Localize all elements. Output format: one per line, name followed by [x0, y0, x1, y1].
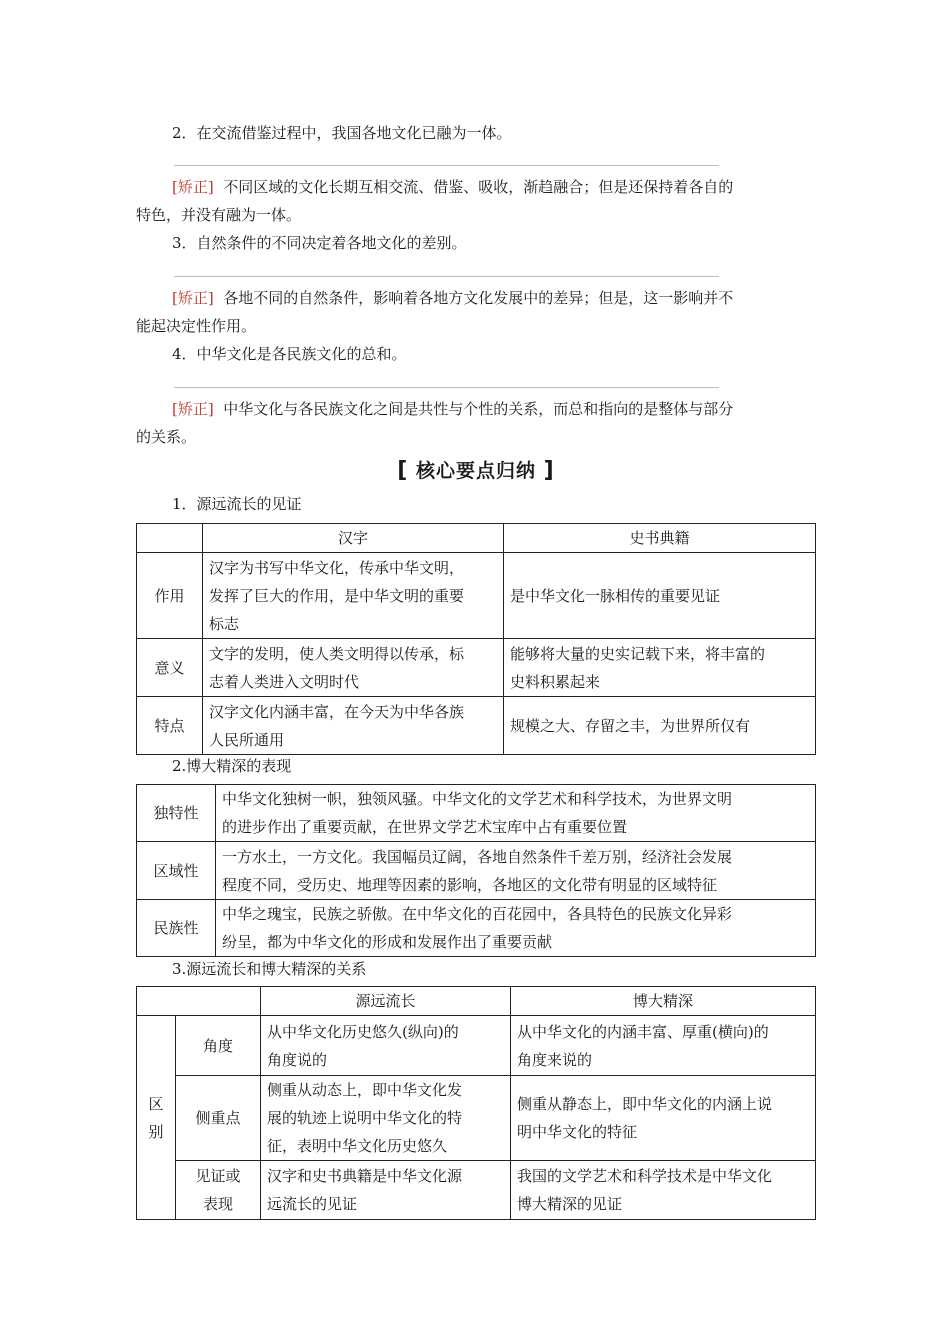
section-heading: [136, 456, 816, 486]
table-cell: [216, 842, 816, 900]
correction-text: 的关系。: [136, 428, 197, 446]
cell-line: 角度来说的: [517, 1050, 593, 1069]
table-cell: 规模之大、存留之丰，为世界所仅有: [504, 697, 816, 755]
question-number: 2．: [172, 124, 197, 142]
table-cell: [203, 553, 504, 639]
cell-line: 从中华文化历史悠久(纵向)的: [267, 1022, 459, 1041]
correction-text: 中华文化与各民族文化之间是共性与个性的关系，而总和指向的是整体与部分: [223, 400, 734, 418]
row-label: 区域性: [137, 842, 216, 900]
group-label-char: 别: [148, 1122, 164, 1141]
question-number: 4．: [172, 345, 197, 363]
bracket-left: [: [397, 458, 409, 483]
row-label: 角度: [176, 1016, 261, 1076]
correction-3: [136, 284, 852, 312]
cell-line: 人民所通用: [209, 730, 285, 749]
cell-line: 见证或: [195, 1167, 241, 1185]
table-source-evidence: [136, 523, 816, 755]
table-cell: [216, 785, 816, 842]
cell-line: 发挥了巨大的作用，是中华文明的重要: [209, 586, 465, 605]
cell-line: 博大精深的见证: [517, 1195, 623, 1213]
question-4: [136, 340, 852, 368]
question-text: 自然条件的不同决定着各地文化的差别。: [196, 234, 467, 252]
header-cell: [137, 987, 261, 1016]
answer-line: [174, 387, 719, 388]
cell-line: 一方水土，一方文化。我国幅员辽阔，各地自然条件千差万别，经济社会发展: [222, 847, 733, 866]
section-title: 核心要点归纳: [415, 460, 536, 482]
row-label: 独特性: [137, 785, 216, 842]
table-row: [137, 1161, 816, 1220]
correction-2: [136, 173, 852, 201]
header-cell: 汉字: [203, 524, 504, 553]
correction-text: 特色，并没有融为一体。: [136, 206, 302, 224]
table-cell: 是中华文化一脉相传的重要见证: [504, 553, 816, 639]
row-label: 作用: [137, 553, 203, 639]
cell-line: 展的轨迹上说明中华文化的特: [267, 1109, 463, 1127]
cell-line: 的进步作出了重要贡献，在世界文学艺术宝库中占有重要位置: [222, 818, 628, 836]
header-cell: 源远流长: [261, 987, 511, 1016]
cell-line: 志着人类进入文明时代: [209, 672, 360, 691]
table-cell: [511, 1016, 816, 1076]
table2-caption: 2.博大精深的表现: [172, 757, 292, 775]
cell-line: 程度不同，受历史、地理等因素的影响，各地区的文化带有明显的区域特征: [222, 875, 718, 894]
table-row: [137, 697, 816, 755]
correction-3-continued: [136, 312, 816, 340]
cell-line: 汉字和史书典籍是中华文化源: [267, 1167, 463, 1185]
cell-line: 角度说的: [267, 1050, 328, 1069]
cell-line: 我国的文学艺术和科学技术是中华文化: [517, 1167, 773, 1185]
table-cell: [511, 1161, 816, 1220]
table-cell: [203, 639, 504, 697]
correction-tag: [矫正]: [172, 400, 214, 418]
cell-line: 纷呈，都为中华文化的形成和发展作出了重要贡献: [222, 933, 553, 951]
correction-text: 能起决定性作用。: [136, 317, 257, 335]
bracket-right: ]: [543, 458, 555, 483]
table-relationship: [136, 986, 816, 1220]
table-cell: [216, 900, 816, 957]
group-label-char: 区: [148, 1094, 164, 1113]
cell-line: 侧重从静态上，即中华文化的内涵上说: [517, 1095, 773, 1113]
table-header-row: [137, 524, 816, 553]
group-label: [137, 1016, 176, 1220]
answer-line: [174, 276, 719, 277]
correction-text: 不同区域的文化长期互相交流、借鉴、吸收，渐趋融合；但是还保持着各自的: [223, 178, 734, 196]
cell-line: 表现: [202, 1195, 233, 1213]
cell-line: 标志: [209, 614, 240, 633]
answer-line: [174, 165, 719, 166]
table-cell: [511, 1076, 816, 1161]
row-label: 民族性: [137, 900, 216, 957]
table-row: [137, 785, 816, 842]
correction-tag: [矫正]: [172, 289, 214, 307]
table-row: [137, 639, 816, 697]
table-row: [137, 842, 816, 900]
table-row: [137, 900, 816, 957]
table-cell: [261, 1076, 511, 1161]
question-text: 在交流借鉴过程中，我国各地文化已融为一体。: [196, 124, 512, 142]
table-cell: [261, 1161, 511, 1220]
header-cell: [137, 524, 203, 553]
question-2: [136, 119, 852, 147]
correction-4: [136, 395, 852, 423]
row-label: 特点: [137, 697, 203, 755]
row-label: 侧重点: [176, 1076, 261, 1161]
question-text: 中华文化是各民族文化的总和。: [196, 345, 407, 363]
cell-line: 侧重从动态上，即中华文化发: [267, 1081, 463, 1099]
table-cell: [504, 639, 816, 697]
cell-line: 从中华文化的内涵丰富、厚重(横向)的: [517, 1022, 769, 1041]
header-cell: 史书典籍: [504, 524, 816, 553]
cell-line: 远流长的见证: [267, 1195, 358, 1213]
table1-caption: 1．源远流长的见证: [172, 495, 302, 513]
row-label: 意义: [137, 639, 203, 697]
question-number: 3．: [172, 234, 197, 252]
table-row: [137, 1016, 816, 1076]
table-cell: [261, 1016, 511, 1076]
cell-line: 中华之瑰宝，民族之骄傲。在中华文化的百花园中，各具特色的民族文化异彩: [222, 905, 733, 923]
table-cell: [203, 697, 504, 755]
table-row: [137, 1076, 816, 1161]
table-profound-features: [136, 784, 816, 957]
correction-text: 各地不同的自然条件，影响着各地方文化发展中的差异；但是，这一影响并不: [223, 289, 734, 307]
cell-line: 征，表明中华文化历史悠久: [267, 1137, 448, 1155]
correction-4-continued: [136, 423, 816, 451]
row-label: [176, 1161, 261, 1220]
correction-tag: [矫正]: [172, 178, 214, 196]
correction-2-continued: [136, 201, 816, 229]
table-row: [137, 553, 816, 639]
table-header-row: [137, 987, 816, 1016]
cell-line: 文字的发明，使人类文明得以传承，标: [209, 644, 465, 663]
cell-line: 汉字为书写中华文化，传承中华文明，: [209, 558, 465, 577]
cell-line: 汉字文化内涵丰富，在今天为中华各族: [209, 702, 465, 721]
question-3: [136, 229, 852, 257]
cell-line: 史料积累起来: [510, 672, 601, 691]
cell-line: 明中华文化的特征: [517, 1123, 638, 1141]
cell-line: 中华文化独树一帜，独领风骚。中华文化的文学艺术和科学技术，为世界文明: [222, 790, 733, 808]
table3-caption: 3.源远流长和博大精深的关系: [172, 960, 367, 978]
cell-line: 能够将大量的史实记载下来，将丰富的: [510, 644, 766, 663]
header-cell: 博大精深: [511, 987, 816, 1016]
